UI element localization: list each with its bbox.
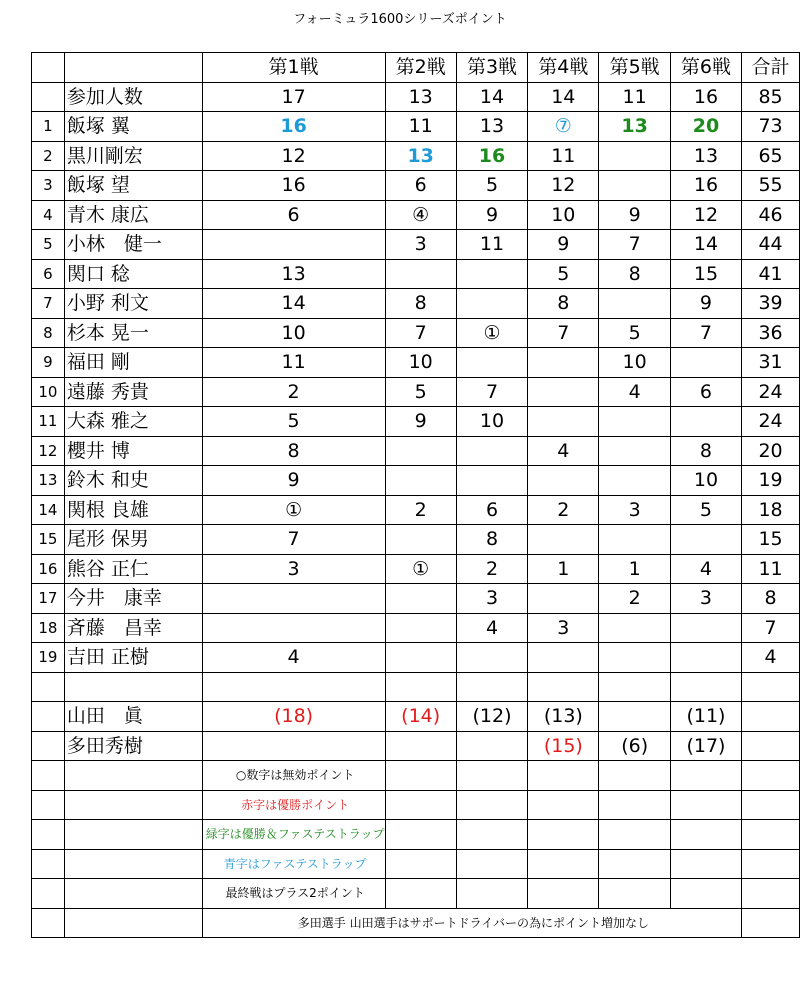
rank-cell: 12: [32, 436, 65, 466]
race-points-5: [599, 436, 670, 466]
spacer-cell: [670, 672, 741, 702]
total-points: [742, 702, 800, 732]
spacer-cell: [599, 672, 670, 702]
race-points-6: [670, 348, 741, 378]
empty-cell: [456, 820, 527, 850]
legend-note: 緑字は優勝＆ファステストラップ: [202, 820, 385, 850]
race-points-3: [456, 289, 527, 319]
race-points-6: 4: [670, 554, 741, 584]
driver-name: 福田 剛: [64, 348, 202, 378]
header-race-6: 第6戦: [670, 53, 741, 83]
table-row: [32, 613, 800, 643]
support-driver-row: [32, 731, 800, 761]
table-row: [32, 289, 800, 319]
race-points-1: 2: [202, 377, 385, 407]
race-points-5: [599, 141, 670, 171]
empty-cell: [456, 761, 527, 791]
empty-cell: [599, 849, 670, 879]
total-points: 36: [742, 318, 800, 348]
driver-name: 斉藤 昌幸: [64, 613, 202, 643]
race-points-1: [202, 230, 385, 260]
race-points-3: 16: [456, 141, 527, 171]
rank-cell: 15: [32, 525, 65, 555]
race-points-5: 9: [599, 200, 670, 230]
header-race-4: 第4戦: [528, 53, 599, 83]
driver-name: 大森 雅之: [64, 407, 202, 437]
rank-cell: 2: [32, 141, 65, 171]
race-points-2: 3: [385, 230, 456, 260]
race-points-5: [599, 171, 670, 201]
total-points: 65: [742, 141, 800, 171]
race-points-4: ⑦: [528, 112, 599, 142]
table-row: [32, 230, 800, 260]
race-points-2: [385, 525, 456, 555]
participants-total: 85: [742, 82, 800, 112]
support-driver-name: 多田秀樹: [64, 731, 202, 761]
empty-cell: [456, 849, 527, 879]
empty-cell: [670, 820, 741, 850]
race-points-3: [456, 436, 527, 466]
race-points-5: [599, 407, 670, 437]
race-points-2: [385, 436, 456, 466]
race-points-5: 1: [599, 554, 670, 584]
race-points-4: 12: [528, 171, 599, 201]
driver-name: 吉田 正樹: [64, 643, 202, 673]
table-row: [32, 495, 800, 525]
race-points-3: [456, 348, 527, 378]
rank-cell: 4: [32, 200, 65, 230]
total-points: 31: [742, 348, 800, 378]
total-points: 39: [742, 289, 800, 319]
race-points-6: 9: [670, 289, 741, 319]
header-total: 合計: [742, 53, 800, 83]
race-points-2: 7: [385, 318, 456, 348]
spacer-cell: [456, 672, 527, 702]
race-points-4: 11: [528, 141, 599, 171]
total-points: 20: [742, 436, 800, 466]
empty-cell: [599, 879, 670, 909]
empty-cell: [599, 761, 670, 791]
table-row: [32, 200, 800, 230]
race-points-4: 3: [528, 613, 599, 643]
support-driver-name: 山田 眞: [64, 702, 202, 732]
rank-cell: 19: [32, 643, 65, 673]
empty-cell: [528, 879, 599, 909]
support-race-points-2: (14): [385, 702, 456, 732]
empty-cell: [670, 761, 741, 791]
total-points: 24: [742, 377, 800, 407]
table-row: [32, 377, 800, 407]
driver-name: 関口 稔: [64, 259, 202, 289]
race-points-6: [670, 643, 741, 673]
total-points: 19: [742, 466, 800, 496]
race-points-6: 12: [670, 200, 741, 230]
race-points-4: [528, 407, 599, 437]
race-points-1: [202, 613, 385, 643]
legend-note: ○数字は無効ポイント: [202, 761, 385, 791]
empty-cell: [742, 849, 800, 879]
race-points-1: 14: [202, 289, 385, 319]
race-points-6: 7: [670, 318, 741, 348]
rank-cell: 8: [32, 318, 65, 348]
race-points-4: [528, 525, 599, 555]
race-points-6: 14: [670, 230, 741, 260]
empty-cell: [32, 790, 65, 820]
support-race-points-3: (12): [456, 702, 527, 732]
participants-race-3: 14: [456, 82, 527, 112]
participants-race-2: 13: [385, 82, 456, 112]
race-points-3: 2: [456, 554, 527, 584]
table-row: [32, 554, 800, 584]
rank-cell: 9: [32, 348, 65, 378]
race-points-2: ④: [385, 200, 456, 230]
rank-cell: 18: [32, 613, 65, 643]
empty-cell: [32, 820, 65, 850]
participants-race-1: 17: [202, 82, 385, 112]
header-race-3: 第3戦: [456, 53, 527, 83]
total-points: [742, 731, 800, 761]
empty-cell: [64, 761, 202, 791]
race-points-6: 6: [670, 377, 741, 407]
race-points-3: [456, 643, 527, 673]
empty-cell: [32, 879, 65, 909]
race-points-2: 8: [385, 289, 456, 319]
race-points-4: [528, 643, 599, 673]
race-points-2: [385, 584, 456, 614]
race-points-1: 3: [202, 554, 385, 584]
race-points-2: 10: [385, 348, 456, 378]
race-points-6: [670, 525, 741, 555]
table-row: [32, 525, 800, 555]
rank-cell: 13: [32, 466, 65, 496]
race-points-4: 7: [528, 318, 599, 348]
rank-cell: 11: [32, 407, 65, 437]
race-points-3: ①: [456, 318, 527, 348]
empty-cell: [385, 879, 456, 909]
race-points-6: [670, 613, 741, 643]
race-points-4: [528, 348, 599, 378]
participants-no-cell: [32, 82, 65, 112]
total-points: 18: [742, 495, 800, 525]
header-race-2: 第2戦: [385, 53, 456, 83]
empty-cell: [32, 908, 65, 938]
race-points-3: 10: [456, 407, 527, 437]
support-race-points-4: (15): [528, 731, 599, 761]
legend-note: 最終戦はプラス2ポイント: [202, 879, 385, 909]
header-name-cell: [64, 53, 202, 83]
legend-note: 多田選手 山田選手はサポートドライバーの為にポイント増加なし: [202, 908, 741, 938]
support-race-points-4: (13): [528, 702, 599, 732]
race-points-4: 9: [528, 230, 599, 260]
empty-cell: [64, 790, 202, 820]
race-points-1: 4: [202, 643, 385, 673]
total-points: 24: [742, 407, 800, 437]
spacer-cell: [742, 672, 800, 702]
participants-label: 参加人数: [64, 82, 202, 112]
legend-row: [32, 820, 800, 850]
empty-cell: [32, 761, 65, 791]
legend-note: 赤字は優勝ポイント: [202, 790, 385, 820]
driver-name: 飯塚 望: [64, 171, 202, 201]
empty-cell: [32, 849, 65, 879]
race-points-2: 13: [385, 141, 456, 171]
race-points-2: 6: [385, 171, 456, 201]
empty-cell: [599, 790, 670, 820]
race-points-6: 13: [670, 141, 741, 171]
race-points-2: 9: [385, 407, 456, 437]
race-points-1: 16: [202, 112, 385, 142]
table-row: [32, 643, 800, 673]
empty-cell: [528, 790, 599, 820]
table-row: [32, 407, 800, 437]
table-row: [32, 348, 800, 378]
empty-cell: [742, 790, 800, 820]
race-points-3: 13: [456, 112, 527, 142]
race-points-1: 7: [202, 525, 385, 555]
race-points-1: 13: [202, 259, 385, 289]
table-row: [32, 466, 800, 496]
driver-name: 櫻井 博: [64, 436, 202, 466]
race-points-1: 10: [202, 318, 385, 348]
race-points-2: ①: [385, 554, 456, 584]
driver-name: 今井 康幸: [64, 584, 202, 614]
race-points-3: 5: [456, 171, 527, 201]
driver-name: 小林 健一: [64, 230, 202, 260]
rank-cell: 16: [32, 554, 65, 584]
total-points: 11: [742, 554, 800, 584]
race-points-3: 6: [456, 495, 527, 525]
support-race-points-3: [456, 731, 527, 761]
driver-name: 鈴木 和史: [64, 466, 202, 496]
empty-cell: [528, 849, 599, 879]
participants-row: [32, 82, 800, 112]
empty-cell: [456, 790, 527, 820]
table-row: [32, 436, 800, 466]
race-points-5: [599, 525, 670, 555]
legend-row: [32, 849, 800, 879]
support-race-points-1: (18): [202, 702, 385, 732]
driver-name: 黒川剛宏: [64, 141, 202, 171]
race-points-5: 4: [599, 377, 670, 407]
empty-cell: [64, 879, 202, 909]
race-points-2: [385, 466, 456, 496]
race-points-2: 11: [385, 112, 456, 142]
race-points-2: [385, 643, 456, 673]
empty-cell: [64, 908, 202, 938]
legend-row: [32, 908, 800, 938]
driver-name: 関根 良雄: [64, 495, 202, 525]
race-points-1: 5: [202, 407, 385, 437]
race-points-6: 10: [670, 466, 741, 496]
spacer-cell: [528, 672, 599, 702]
empty-cell: [670, 849, 741, 879]
race-points-5: 10: [599, 348, 670, 378]
race-points-2: 5: [385, 377, 456, 407]
race-points-5: 3: [599, 495, 670, 525]
race-points-1: 11: [202, 348, 385, 378]
race-points-5: [599, 643, 670, 673]
race-points-1: 16: [202, 171, 385, 201]
race-points-5: 7: [599, 230, 670, 260]
race-points-1: 9: [202, 466, 385, 496]
driver-name: 青木 康広: [64, 200, 202, 230]
race-points-2: 2: [385, 495, 456, 525]
race-points-2: [385, 613, 456, 643]
empty-cell: [385, 820, 456, 850]
empty-cell: [742, 879, 800, 909]
driver-name: 尾形 保男: [64, 525, 202, 555]
race-points-5: 13: [599, 112, 670, 142]
spacer-row: [32, 672, 800, 702]
race-points-4: 10: [528, 200, 599, 230]
driver-name: 熊谷 正仁: [64, 554, 202, 584]
race-points-5: [599, 466, 670, 496]
driver-name: 遠藤 秀貴: [64, 377, 202, 407]
rank-cell: 7: [32, 289, 65, 319]
empty-cell: [599, 820, 670, 850]
header-no-cell: [32, 53, 65, 83]
race-points-1: ①: [202, 495, 385, 525]
total-points: 55: [742, 171, 800, 201]
race-points-4: [528, 466, 599, 496]
table-row: [32, 171, 800, 201]
race-points-6: 8: [670, 436, 741, 466]
race-points-3: 4: [456, 613, 527, 643]
race-points-3: [456, 259, 527, 289]
total-points: 46: [742, 200, 800, 230]
table-row: [32, 259, 800, 289]
support-race-points-6: (17): [670, 731, 741, 761]
race-points-6: [670, 407, 741, 437]
empty-cell: [670, 790, 741, 820]
rank-cell: 1: [32, 112, 65, 142]
race-points-5: 2: [599, 584, 670, 614]
race-points-5: 5: [599, 318, 670, 348]
empty-cell: [670, 879, 741, 909]
total-points: 44: [742, 230, 800, 260]
spacer-cell: [202, 672, 385, 702]
race-points-2: [385, 259, 456, 289]
page-title: フォーミュラ1600シリーズポイント: [293, 12, 507, 27]
race-points-1: 8: [202, 436, 385, 466]
driver-name: 飯塚 翼: [64, 112, 202, 142]
race-points-6: 20: [670, 112, 741, 142]
race-points-4: 1: [528, 554, 599, 584]
empty-cell: [742, 908, 800, 938]
race-points-5: [599, 613, 670, 643]
race-points-4: 5: [528, 259, 599, 289]
driver-name: 杉本 晃一: [64, 318, 202, 348]
points-table: [31, 52, 800, 938]
race-points-3: 11: [456, 230, 527, 260]
race-points-6: 5: [670, 495, 741, 525]
spacer-cell: [32, 672, 65, 702]
empty-cell: [456, 879, 527, 909]
driver-name: 小野 利文: [64, 289, 202, 319]
race-points-6: 3: [670, 584, 741, 614]
legend-row: [32, 761, 800, 791]
spacer-cell: [385, 672, 456, 702]
race-points-3: 9: [456, 200, 527, 230]
total-points: 15: [742, 525, 800, 555]
race-points-6: 16: [670, 171, 741, 201]
support-race-points-1: [202, 731, 385, 761]
race-points-3: 7: [456, 377, 527, 407]
total-points: 8: [742, 584, 800, 614]
race-points-3: 3: [456, 584, 527, 614]
race-points-1: 12: [202, 141, 385, 171]
empty-cell: [742, 761, 800, 791]
support-race-points-5: [599, 702, 670, 732]
race-points-6: 15: [670, 259, 741, 289]
legend-note: 青字はファステストラップ: [202, 849, 385, 879]
rank-cell: 17: [32, 584, 65, 614]
race-points-4: 4: [528, 436, 599, 466]
empty-cell: [385, 849, 456, 879]
rank-cell: [32, 731, 65, 761]
rank-cell: 5: [32, 230, 65, 260]
race-points-4: 8: [528, 289, 599, 319]
race-points-3: [456, 466, 527, 496]
total-points: 7: [742, 613, 800, 643]
rank-cell: 6: [32, 259, 65, 289]
table-row: [32, 112, 800, 142]
race-points-4: 2: [528, 495, 599, 525]
support-race-points-2: [385, 731, 456, 761]
support-race-points-6: (11): [670, 702, 741, 732]
support-driver-row: [32, 702, 800, 732]
rank-cell: 14: [32, 495, 65, 525]
race-points-4: [528, 377, 599, 407]
empty-cell: [528, 820, 599, 850]
legend-row: [32, 879, 800, 909]
participants-race-6: 16: [670, 82, 741, 112]
rank-cell: [32, 702, 65, 732]
table-row: [32, 584, 800, 614]
empty-cell: [385, 761, 456, 791]
rank-cell: 10: [32, 377, 65, 407]
empty-cell: [528, 761, 599, 791]
spacer-cell: [64, 672, 202, 702]
support-race-points-5: (6): [599, 731, 670, 761]
race-points-1: 6: [202, 200, 385, 230]
rank-cell: 3: [32, 171, 65, 201]
empty-cell: [385, 790, 456, 820]
header-race-5: 第5戦: [599, 53, 670, 83]
race-points-4: [528, 584, 599, 614]
empty-cell: [64, 849, 202, 879]
total-points: 73: [742, 112, 800, 142]
header-row: [32, 53, 800, 83]
race-points-1: [202, 584, 385, 614]
race-points-5: 8: [599, 259, 670, 289]
table-row: [32, 318, 800, 348]
total-points: 41: [742, 259, 800, 289]
race-points-3: 8: [456, 525, 527, 555]
table-row: [32, 141, 800, 171]
participants-race-4: 14: [528, 82, 599, 112]
participants-race-5: 11: [599, 82, 670, 112]
race-points-5: [599, 289, 670, 319]
empty-cell: [64, 820, 202, 850]
header-race-1: 第1戦: [202, 53, 385, 83]
empty-cell: [742, 820, 800, 850]
total-points: 4: [742, 643, 800, 673]
legend-row: [32, 790, 800, 820]
